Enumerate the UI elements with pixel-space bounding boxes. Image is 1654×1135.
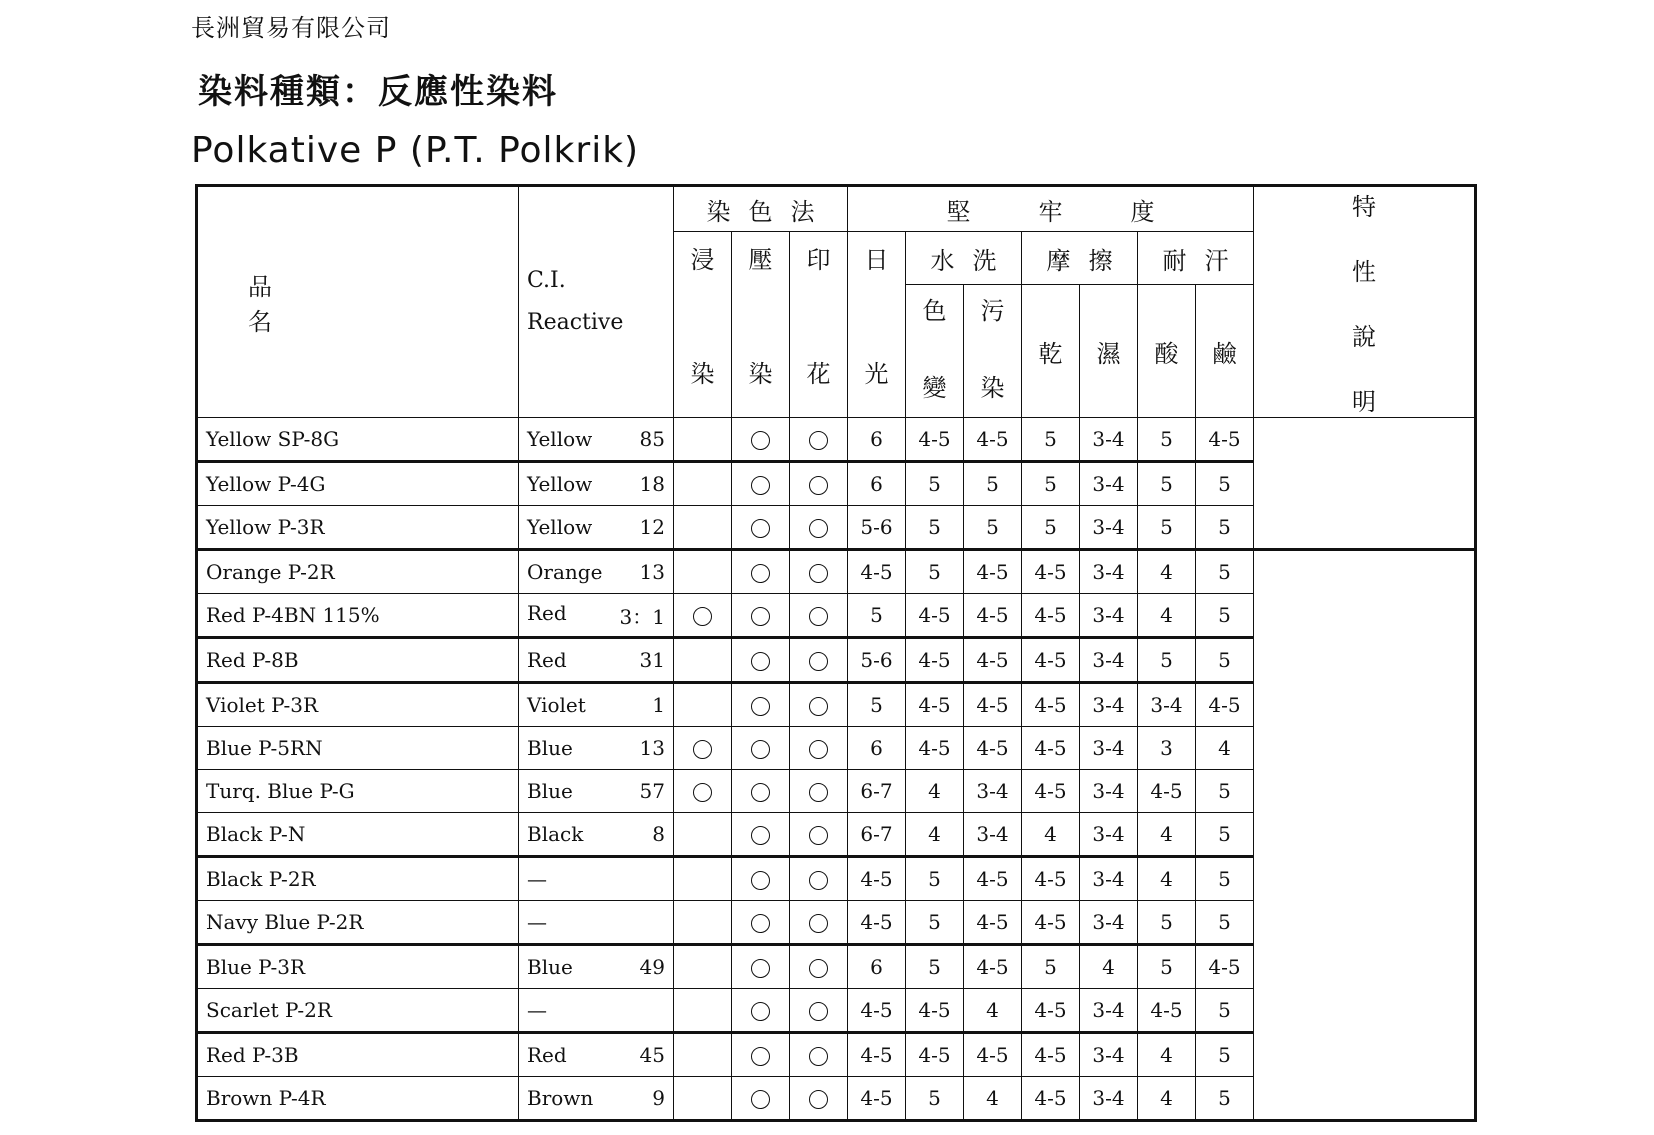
circle-mark-icon xyxy=(751,826,770,845)
ci-color-name: Brown xyxy=(527,1086,594,1110)
header-product-name: 品名 xyxy=(197,186,519,418)
circle-mark-icon xyxy=(809,783,828,802)
light-fastness-cell: 6 xyxy=(848,462,906,506)
ci-color-name: Red xyxy=(527,600,567,625)
wash-staining-cell: 3-4 xyxy=(964,813,1022,857)
wash-color-change-cell: 4-5 xyxy=(906,989,964,1033)
table-row xyxy=(197,418,1476,462)
printing-cell xyxy=(790,770,848,813)
ci-color-name: Yellow xyxy=(527,472,593,496)
ci-color-name: Blue xyxy=(527,955,573,979)
rub-wet-cell: 3-4 xyxy=(1080,901,1138,945)
perspiration-acid-cell: 4 xyxy=(1138,550,1196,594)
perspiration-acid-cell: 4 xyxy=(1138,857,1196,901)
wash-staining-cell: 4-5 xyxy=(964,945,1022,989)
ci-number: 18 xyxy=(639,472,665,496)
ci-number: 45 xyxy=(639,1043,665,1067)
header-perspiration: 耐汗 xyxy=(1138,232,1254,285)
header-notes-char-4: 明 xyxy=(1352,388,1377,416)
circle-mark-icon xyxy=(693,783,712,802)
dip-dyeing-cell xyxy=(674,506,732,550)
circle-mark-icon xyxy=(751,740,770,759)
dip-dyeing-cell xyxy=(674,550,732,594)
printing-cell xyxy=(790,638,848,683)
rub-dry-cell: 4 xyxy=(1022,813,1080,857)
header-rub-wet: 濕 xyxy=(1080,285,1138,418)
dip-dyeing-cell xyxy=(674,683,732,727)
rub-dry-cell: 4-5 xyxy=(1022,770,1080,813)
pad-dyeing-cell xyxy=(732,462,790,506)
ci-number: 31 xyxy=(639,648,665,672)
perspiration-acid-cell: 5 xyxy=(1138,901,1196,945)
rub-wet-cell: 3-4 xyxy=(1080,594,1138,638)
rub-dry-cell: 5 xyxy=(1022,945,1080,989)
product-name-cell: Navy Blue P-2R xyxy=(197,901,519,945)
ci-cell xyxy=(519,1033,674,1077)
printing-cell xyxy=(790,1077,848,1121)
rub-wet-cell: 3-4 xyxy=(1080,813,1138,857)
header-light: 日 光 xyxy=(848,232,906,418)
ci-cell xyxy=(519,727,674,770)
circle-mark-icon xyxy=(751,607,770,626)
circle-mark-icon xyxy=(809,564,828,583)
rub-dry-cell: 5 xyxy=(1022,506,1080,550)
light-fastness-cell: 4-5 xyxy=(848,550,906,594)
printing-cell xyxy=(790,857,848,901)
light-fastness-cell: 6 xyxy=(848,727,906,770)
light-fastness-cell: 4-5 xyxy=(848,1033,906,1077)
circle-mark-icon xyxy=(809,1047,828,1066)
rub-wet-cell: 3-4 xyxy=(1080,857,1138,901)
ci-cell xyxy=(519,945,674,989)
rub-dry-cell: 4-5 xyxy=(1022,1033,1080,1077)
circle-mark-icon xyxy=(751,914,770,933)
pad-dyeing-cell xyxy=(732,1033,790,1077)
perspiration-acid-cell: 4 xyxy=(1138,1033,1196,1077)
notes-cell xyxy=(1254,550,1476,1121)
perspiration-acid-cell: 4-5 xyxy=(1138,770,1196,813)
header-printing: 印 花 xyxy=(790,232,848,418)
header-ci-reactive xyxy=(519,186,674,418)
ci-cell xyxy=(519,901,674,945)
rub-dry-cell: 4-5 xyxy=(1022,638,1080,683)
printing-cell xyxy=(790,462,848,506)
wash-staining-cell: 4 xyxy=(964,989,1022,1033)
product-name-cell: Turq. Blue P-G xyxy=(197,770,519,813)
circle-mark-icon xyxy=(693,740,712,759)
printing-cell xyxy=(790,418,848,462)
rub-wet-cell: 3-4 xyxy=(1080,462,1138,506)
ci-number: 57 xyxy=(639,779,665,803)
perspiration-alkali-cell: 4-5 xyxy=(1196,418,1254,462)
product-name-cell: Blue P-3R xyxy=(197,945,519,989)
pad-dyeing-cell xyxy=(732,989,790,1033)
circle-mark-icon xyxy=(751,476,770,495)
ci-cell xyxy=(519,638,674,683)
wash-staining-cell: 3-4 xyxy=(964,770,1022,813)
wash-color-change-cell: 5 xyxy=(906,945,964,989)
dip-dyeing-cell xyxy=(674,418,732,462)
ci-cell xyxy=(519,683,674,727)
perspiration-alkali-cell: 5 xyxy=(1196,770,1254,813)
wash-color-change-cell: 5 xyxy=(906,462,964,506)
perspiration-alkali-cell: 4-5 xyxy=(1196,945,1254,989)
printing-cell xyxy=(790,506,848,550)
header-notes-char-3: 說 xyxy=(1352,323,1377,351)
circle-mark-icon xyxy=(693,607,712,626)
ci-color-name: Blue xyxy=(527,779,573,803)
wash-staining-cell: 4-5 xyxy=(964,901,1022,945)
ci-number: 1 xyxy=(652,693,665,717)
pad-dyeing-cell xyxy=(732,418,790,462)
perspiration-alkali-cell: 5 xyxy=(1196,989,1254,1033)
wash-staining-cell: 4-5 xyxy=(964,594,1022,638)
perspiration-alkali-cell: 5 xyxy=(1196,813,1254,857)
header-washing: 水洗 xyxy=(906,232,1022,285)
perspiration-acid-cell: 4 xyxy=(1138,594,1196,638)
perspiration-acid-cell: 4-5 xyxy=(1138,989,1196,1033)
wash-staining-cell: 4-5 xyxy=(964,418,1022,462)
ci-cell xyxy=(519,989,674,1033)
wash-color-change-cell: 4-5 xyxy=(906,727,964,770)
header-dip-dyeing: 浸 染 xyxy=(674,232,732,418)
ci-cell xyxy=(519,594,674,638)
product-name-cell: Orange P-2R xyxy=(197,550,519,594)
rub-wet-cell: 3-4 xyxy=(1080,418,1138,462)
header-rubbing: 摩擦 xyxy=(1022,232,1138,285)
header-pad-dyeing: 壓 染 xyxy=(732,232,790,418)
pad-dyeing-cell xyxy=(732,945,790,989)
rub-dry-cell: 4-5 xyxy=(1022,683,1080,727)
printing-cell xyxy=(790,901,848,945)
pad-dyeing-cell xyxy=(732,550,790,594)
ci-color-name: — xyxy=(527,998,547,1022)
dip-dyeing-cell xyxy=(674,1077,732,1121)
circle-mark-icon xyxy=(751,697,770,716)
dye-type-heading: 染料種類：反應性染料 xyxy=(198,72,558,112)
ci-color-name: Orange xyxy=(527,560,603,584)
circle-mark-icon xyxy=(751,431,770,450)
wash-color-change-cell: 4-5 xyxy=(906,683,964,727)
perspiration-acid-cell: 4 xyxy=(1138,813,1196,857)
circle-mark-icon xyxy=(809,740,828,759)
dip-dyeing-cell xyxy=(674,945,732,989)
circle-mark-icon xyxy=(751,1047,770,1066)
wash-staining-cell: 4-5 xyxy=(964,550,1022,594)
perspiration-acid-cell: 3-4 xyxy=(1138,683,1196,727)
circle-mark-icon xyxy=(809,914,828,933)
light-fastness-cell: 4-5 xyxy=(848,989,906,1033)
perspiration-acid-cell: 5 xyxy=(1138,638,1196,683)
header-notes-char-1: 特 xyxy=(1352,193,1377,221)
perspiration-alkali-cell: 5 xyxy=(1196,857,1254,901)
wash-color-change-cell: 4-5 xyxy=(906,638,964,683)
circle-mark-icon xyxy=(751,652,770,671)
dip-dyeing-cell xyxy=(674,813,732,857)
printing-cell xyxy=(790,945,848,989)
circle-mark-icon xyxy=(751,783,770,802)
header-perspiration-acid: 酸 xyxy=(1138,285,1196,418)
header-dye-method: 染色法 xyxy=(674,186,848,232)
circle-mark-icon xyxy=(809,607,828,626)
pad-dyeing-cell xyxy=(732,683,790,727)
dip-dyeing-cell xyxy=(674,857,732,901)
circle-mark-icon xyxy=(809,652,828,671)
ci-color-name: Red xyxy=(527,1043,567,1067)
pad-dyeing-cell xyxy=(732,727,790,770)
wash-staining-cell: 4-5 xyxy=(964,683,1022,727)
table-row xyxy=(197,550,1476,594)
perspiration-acid-cell: 4 xyxy=(1138,1077,1196,1121)
header-perspiration-alkali: 鹼 xyxy=(1196,285,1254,418)
pad-dyeing-cell xyxy=(732,506,790,550)
product-name-cell: Black P-N xyxy=(197,813,519,857)
circle-mark-icon xyxy=(809,959,828,978)
header-wash-color-change: 色 變 xyxy=(906,285,964,418)
dip-dyeing-cell xyxy=(674,901,732,945)
product-name-cell: Red P-4BN 115% xyxy=(197,594,519,638)
ci-color-name: Yellow xyxy=(527,515,593,539)
wash-color-change-cell: 5 xyxy=(906,506,964,550)
ci-cell xyxy=(519,857,674,901)
fastness-table xyxy=(195,184,1477,1122)
perspiration-alkali-cell: 5 xyxy=(1196,506,1254,550)
light-fastness-cell: 4-5 xyxy=(848,901,906,945)
circle-mark-icon xyxy=(751,871,770,890)
printing-cell xyxy=(790,813,848,857)
wash-staining-cell: 4 xyxy=(964,1077,1022,1121)
rub-dry-cell: 4-5 xyxy=(1022,594,1080,638)
light-fastness-cell: 6-7 xyxy=(848,813,906,857)
perspiration-alkali-cell: 5 xyxy=(1196,638,1254,683)
pad-dyeing-cell xyxy=(732,638,790,683)
wash-staining-cell: 4-5 xyxy=(964,857,1022,901)
header-wash-staining: 污 染 xyxy=(964,285,1022,418)
dip-dyeing-cell xyxy=(674,594,732,638)
rub-wet-cell: 3-4 xyxy=(1080,1077,1138,1121)
printing-cell xyxy=(790,594,848,638)
wash-color-change-cell: 4-5 xyxy=(906,1033,964,1077)
light-fastness-cell: 5 xyxy=(848,683,906,727)
pad-dyeing-cell xyxy=(732,594,790,638)
notes-cell xyxy=(1254,418,1476,550)
ci-color-name: Black xyxy=(527,822,584,846)
circle-mark-icon xyxy=(751,519,770,538)
ci-color-name: — xyxy=(527,867,547,891)
header-notes-char-2: 性 xyxy=(1352,258,1377,286)
light-fastness-cell: 6 xyxy=(848,418,906,462)
dip-dyeing-cell xyxy=(674,989,732,1033)
light-fastness-cell: 5 xyxy=(848,594,906,638)
circle-mark-icon xyxy=(809,476,828,495)
dip-dyeing-cell xyxy=(674,770,732,813)
perspiration-alkali-cell: 5 xyxy=(1196,1077,1254,1121)
rub-wet-cell: 3-4 xyxy=(1080,1033,1138,1077)
company-name: 長洲貿易有限公司 xyxy=(191,14,391,42)
printing-cell xyxy=(790,550,848,594)
rub-wet-cell: 3-4 xyxy=(1080,770,1138,813)
rub-dry-cell: 4-5 xyxy=(1022,1077,1080,1121)
wash-color-change-cell: 4 xyxy=(906,770,964,813)
circle-mark-icon xyxy=(751,959,770,978)
ci-number: 8 xyxy=(652,822,665,846)
rub-dry-cell: 4-5 xyxy=(1022,989,1080,1033)
pad-dyeing-cell xyxy=(732,857,790,901)
wash-color-change-cell: 5 xyxy=(906,1077,964,1121)
ci-cell xyxy=(519,462,674,506)
perspiration-alkali-cell: 4-5 xyxy=(1196,683,1254,727)
wash-color-change-cell: 4-5 xyxy=(906,594,964,638)
light-fastness-cell: 5-6 xyxy=(848,638,906,683)
ci-color-name: Violet xyxy=(527,693,586,717)
perspiration-acid-cell: 5 xyxy=(1138,462,1196,506)
rub-wet-cell: 3-4 xyxy=(1080,550,1138,594)
ci-color-name: — xyxy=(527,910,547,934)
ci-color-name: Blue xyxy=(527,736,573,760)
wash-staining-cell: 4-5 xyxy=(964,1033,1022,1077)
light-fastness-cell: 4-5 xyxy=(848,1077,906,1121)
perspiration-alkali-cell: 5 xyxy=(1196,594,1254,638)
perspiration-acid-cell: 5 xyxy=(1138,506,1196,550)
circle-mark-icon xyxy=(809,871,828,890)
wash-staining-cell: 4-5 xyxy=(964,638,1022,683)
dip-dyeing-cell xyxy=(674,638,732,683)
wash-staining-cell: 4-5 xyxy=(964,727,1022,770)
ci-number: 9 xyxy=(652,1086,665,1110)
perspiration-acid-cell: 3 xyxy=(1138,727,1196,770)
ci-cell xyxy=(519,813,674,857)
header-ci-label: C.I. xyxy=(527,268,566,293)
rub-wet-cell: 3-4 xyxy=(1080,989,1138,1033)
product-name-cell: Red P-3B xyxy=(197,1033,519,1077)
circle-mark-icon xyxy=(751,564,770,583)
ci-cell xyxy=(519,506,674,550)
perspiration-alkali-cell: 5 xyxy=(1196,1033,1254,1077)
circle-mark-icon xyxy=(809,826,828,845)
ci-number: 13 xyxy=(639,736,665,760)
light-fastness-cell: 6 xyxy=(848,945,906,989)
dip-dyeing-cell xyxy=(674,1033,732,1077)
rub-wet-cell: 3-4 xyxy=(1080,683,1138,727)
product-name-cell: Yellow SP-8G xyxy=(197,418,519,462)
rub-dry-cell: 5 xyxy=(1022,462,1080,506)
product-name-cell: Scarlet P-2R xyxy=(197,989,519,1033)
product-name-cell: Black P-2R xyxy=(197,857,519,901)
ci-cell xyxy=(519,550,674,594)
light-fastness-cell: 5-6 xyxy=(848,506,906,550)
pad-dyeing-cell xyxy=(732,813,790,857)
product-name-cell: Red P-8B xyxy=(197,638,519,683)
circle-mark-icon xyxy=(809,1090,828,1109)
product-name-cell: Yellow P-4G xyxy=(197,462,519,506)
rub-dry-cell: 4-5 xyxy=(1022,550,1080,594)
light-fastness-cell: 6-7 xyxy=(848,770,906,813)
dip-dyeing-cell xyxy=(674,727,732,770)
ci-cell xyxy=(519,418,674,462)
perspiration-alkali-cell: 4 xyxy=(1196,727,1254,770)
wash-color-change-cell: 4 xyxy=(906,813,964,857)
ci-color-name: Red xyxy=(527,648,567,672)
ci-number: 13 xyxy=(639,560,665,584)
wash-color-change-cell: 5 xyxy=(906,550,964,594)
perspiration-alkali-cell: 5 xyxy=(1196,901,1254,945)
wash-staining-cell: 5 xyxy=(964,462,1022,506)
rub-dry-cell: 5 xyxy=(1022,418,1080,462)
rub-dry-cell: 4-5 xyxy=(1022,857,1080,901)
printing-cell xyxy=(790,683,848,727)
perspiration-alkali-cell: 5 xyxy=(1196,462,1254,506)
header-fastness: 堅牢度 xyxy=(848,186,1254,232)
perspiration-acid-cell: 5 xyxy=(1138,418,1196,462)
circle-mark-icon xyxy=(751,1090,770,1109)
wash-color-change-cell: 4-5 xyxy=(906,418,964,462)
perspiration-acid-cell: 5 xyxy=(1138,945,1196,989)
header-notes xyxy=(1254,186,1476,418)
rub-wet-cell: 4 xyxy=(1080,945,1138,989)
circle-mark-icon xyxy=(809,519,828,538)
ci-number: 49 xyxy=(639,955,665,979)
product-name-cell: Blue P-5RN xyxy=(197,727,519,770)
perspiration-alkali-cell: 5 xyxy=(1196,550,1254,594)
header-rub-dry: 乾 xyxy=(1022,285,1080,418)
ci-number: 12 xyxy=(639,515,665,539)
circle-mark-icon xyxy=(809,697,828,716)
light-fastness-cell: 4-5 xyxy=(848,857,906,901)
wash-color-change-cell: 5 xyxy=(906,857,964,901)
printing-cell xyxy=(790,727,848,770)
wash-staining-cell: 5 xyxy=(964,506,1022,550)
ci-number: 3：1 xyxy=(619,604,665,629)
ci-color-name: Yellow xyxy=(527,427,593,451)
table-body xyxy=(197,418,1476,1121)
wash-color-change-cell: 5 xyxy=(906,901,964,945)
pad-dyeing-cell xyxy=(732,1077,790,1121)
dip-dyeing-cell xyxy=(674,462,732,506)
circle-mark-icon xyxy=(809,431,828,450)
pad-dyeing-cell xyxy=(732,770,790,813)
product-name-cell: Yellow P-3R xyxy=(197,506,519,550)
rub-dry-cell: 4-5 xyxy=(1022,901,1080,945)
product-name-cell: Violet P-3R xyxy=(197,683,519,727)
ci-cell xyxy=(519,770,674,813)
rub-wet-cell: 3-4 xyxy=(1080,727,1138,770)
printing-cell xyxy=(790,989,848,1033)
rub-wet-cell: 3-4 xyxy=(1080,506,1138,550)
product-name-cell: Brown P-4R xyxy=(197,1077,519,1121)
product-line-title: Polkative P (P.T. Polkrik) xyxy=(191,130,640,171)
rub-wet-cell: 3-4 xyxy=(1080,638,1138,683)
ci-number: 85 xyxy=(639,427,665,451)
header-reactive-label: Reactive xyxy=(527,310,624,335)
ci-cell xyxy=(519,1077,674,1121)
circle-mark-icon xyxy=(809,1002,828,1021)
pad-dyeing-cell xyxy=(732,901,790,945)
printing-cell xyxy=(790,1033,848,1077)
rub-dry-cell: 4-5 xyxy=(1022,727,1080,770)
circle-mark-icon xyxy=(751,1002,770,1021)
